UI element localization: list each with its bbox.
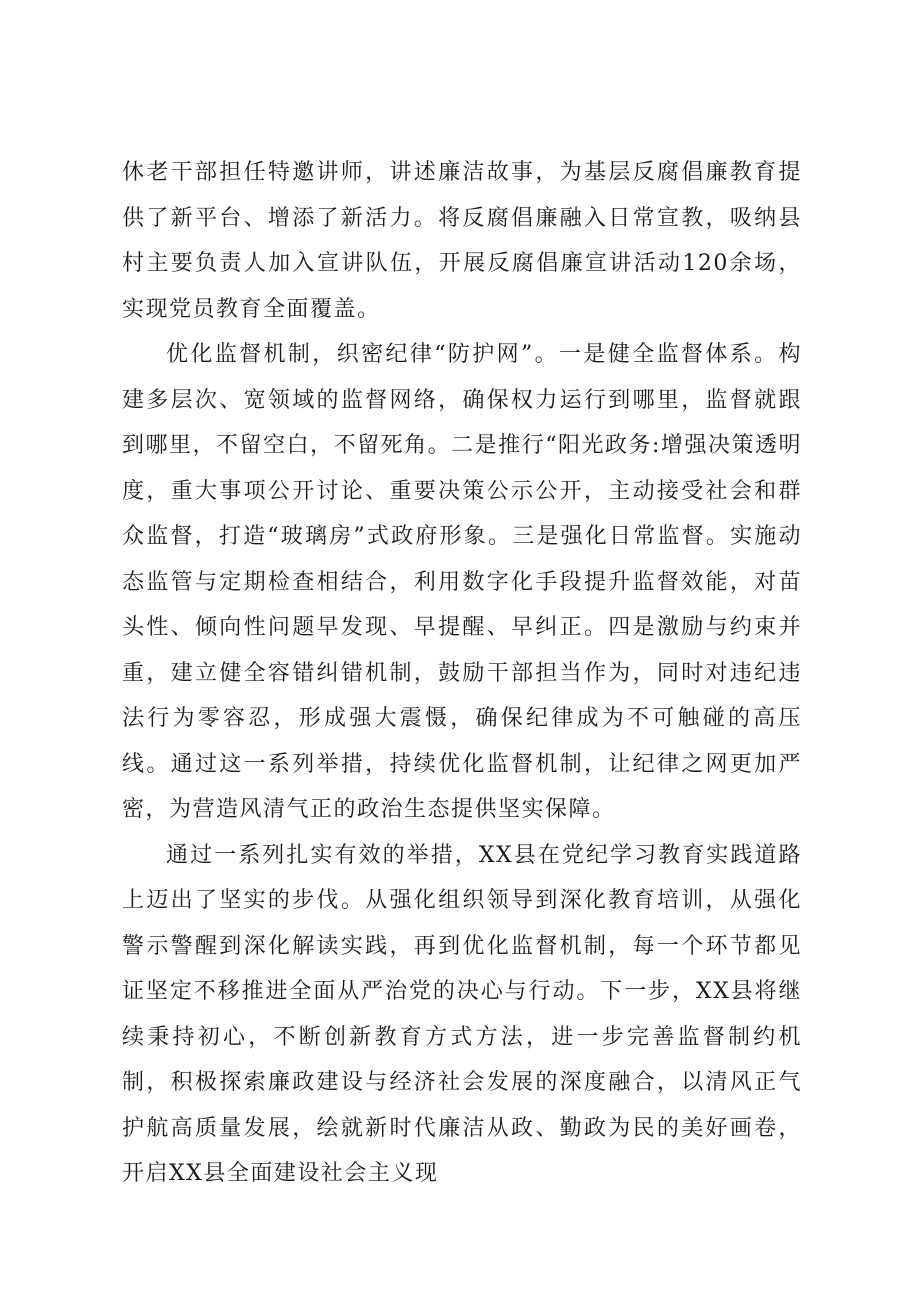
- body-text: [122, 150, 802, 1197]
- paragraph-continuation: 休老干部担任特邀讲师，讲述廉洁故事，为基层反腐倡廉教育提供了新平台、增添了新活力。将反腐倡廉融入日常宣教，吸纳县村主要负责人加入宣讲队伍，开展反腐倡廉宣讲活动120余场，实现党员教育全面覆盖。: [122, 160, 802, 322]
- paragraph-conclusion: 通过一系列扎实有效的举措，XX县在党纪学习教育实践道路上迈出了坚实的步伐。从强化组织领导到深化教育培训，从强化警示警醒到深化解读实践，再到优化监督机制，每一个环节都见证坚定不移推进全面从严治党的决心与行动。下一步，XX县将继续秉持初心，不断创新教育方式方法，进一步完善监督制约机制，积极探索廉政建设与经济社会发展的深度融合，以清风正气护航高质量发展，绘就新时代廉洁从政、勤政为民的美好画卷，开启XX县全面建设社会主义现: [122, 842, 802, 1186]
- paragraph-supervision-mechanism: 优化监督机制，织密纪律“防护网”。一是健全监督体系。构建多层次、宽领域的监督网络，确保权力运行到哪里，监督就跟到哪里，不留空白，不留死角。二是推行“阳光政务:增强决策透明度，重大事项公开讨论、重要决策公示公开，主动接受社会和群众监督，打造“玻璃房”式政府形象。三是强化日常监督。实施动态监管与定期检查相结合，利用数字化手段提升监督效能，对苗头性、倾向性问题早发现、早提醒、早纠正。四是激励与约束并重，建立健全容错纠错机制，鼓励干部担当作为，同时对违纪违法行为零容忍，形成强大震慑，确保纪律成为不可触碰的高压线。通过这一系列举措，持续优化监督机制，让纪律之网更加严密，为营造风清气正的政治生态提供坚实保障。: [122, 342, 802, 822]
